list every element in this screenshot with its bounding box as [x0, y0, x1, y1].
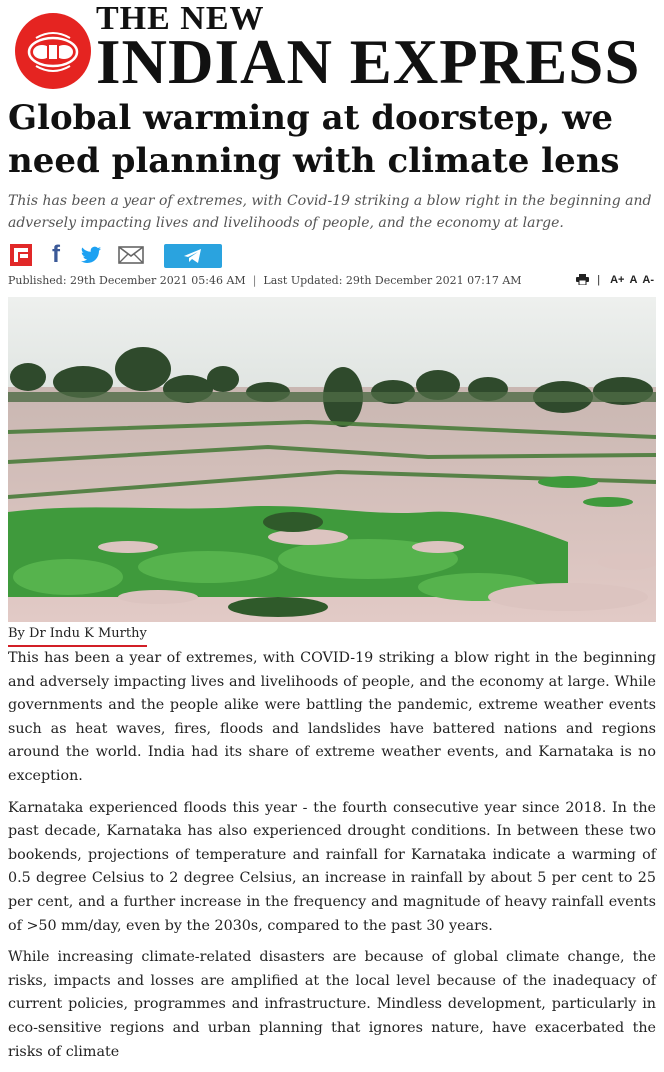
- brand-line-the-new[interactable]: THE NEW: [96, 0, 265, 37]
- newspaper-emblem-icon[interactable]: [14, 12, 92, 90]
- article-paragraph: This has been a year of extremes, with COVID-19 striking a blow right in the beginning and adversely impacting lives and livelihoods of people, and the economy at large. While governments and the people alike were battling the pandemic, extreme weather events such as heat waves, fires, floods and landslides have battered nations and regions around the world. India had its share of extreme weather events, and Karnataka is no exception.: [8, 650, 656, 784]
- article-dates: [8, 273, 522, 289]
- article-tools: [571, 272, 654, 290]
- twitter-icon[interactable]: [80, 244, 102, 266]
- font-increase-button[interactable]: A+: [610, 274, 625, 286]
- masthead: [0, 0, 664, 96]
- article-summary: This has been a year of extremes, with Covid-19 striking a blow right in the beginning and adversely impacting lives and livelihoods of people, and the economy at large.: [8, 193, 652, 231]
- updated-date: Last Updated: 29th December 2021 07:17 AM: [263, 274, 522, 287]
- author-byline[interactable]: By Dr Indu K Murthy: [8, 625, 147, 647]
- article-body: [8, 647, 656, 1072]
- published-date: Published: 29th December 2021 05:46 AM: [8, 274, 246, 287]
- font-normal-button[interactable]: A: [629, 274, 638, 286]
- facebook-icon[interactable]: f: [52, 241, 60, 268]
- tools-separator: |: [597, 274, 601, 286]
- article-headline: Global warming at doorstep, we need planning with climate lens: [8, 98, 620, 181]
- email-icon[interactable]: [118, 244, 144, 266]
- flipboard-icon[interactable]: [10, 244, 32, 266]
- article-paragraph: While increasing climate-related disasters are because of global climate change, the risks, impacts and losses are amplified at the local level because of the inadequacy of current policies, programmes and infrastructure. Mindless development, particularly in eco-sensitive regions and urban planning that ignores nature, have exacerbated the risks of climate: [8, 949, 656, 1060]
- telegram-icon[interactable]: [164, 244, 222, 268]
- article-paragraph: Karnataka experienced floods this year - the fourth consecutive year since 2018. In the past decade, Karnataka has also experienced drought conditions. In between these two bookends, projections of temperature and rainfall for Karnataka indicate a warming of 0.5 degree Celsius to 2 degree Celsius, an increase in rainfall by about 5 per cent to 25 per cent, and a further increase in the frequency and magnitude of heavy rainfall events of >50 mm/day, even by the 2030s, compared to the past 30 years.: [8, 799, 656, 934]
- flooded-farmland-photo: [8, 297, 656, 622]
- brand-line-indian-express[interactable]: INDIAN EXPRESS: [96, 27, 641, 97]
- print-icon[interactable]: [576, 274, 589, 290]
- meta-separator: |: [252, 274, 257, 287]
- font-decrease-button[interactable]: A-: [642, 274, 654, 286]
